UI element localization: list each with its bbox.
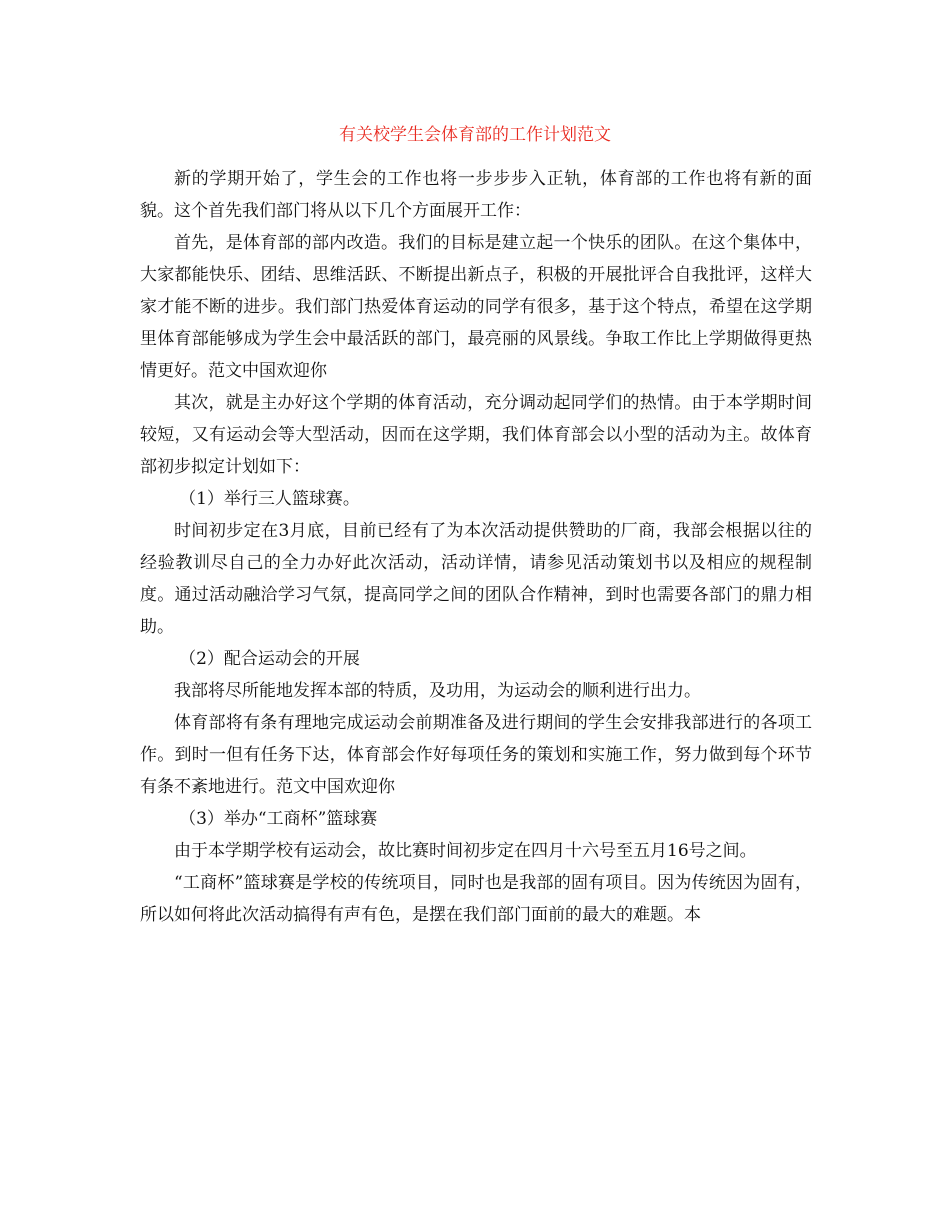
paragraph-item-2b: 体育部将有条有理地完成运动会前期准备及进行期间的学生会安排我部进行的各项工作。到时一但有任务下达，体育部会作好每项任务的策划和实施工作，努力做到每个环节有条不紊地进行。范文中国欢迎你 xyxy=(140,713,812,797)
section-heading-1: （1）举行三人篮球赛。 xyxy=(179,489,360,509)
section-heading-3: （3）举办“工商杯”篮球赛 xyxy=(179,809,378,829)
paragraph-item-3a: 由于本学期学校有运动会，故比赛时间初步定在四月十六号至五月16号之间。 xyxy=(174,841,757,861)
paragraph-first: 首先，是体育部的部内改造。我们的目标是建立起一个快乐的团队。在这个集体中，大家都能快乐、团结、思维活跃、不断提出新点子，积极的开展批评合自我批评，这样大家才能不断的进步。我们部门热爱体育运动的同学有很多，基于这个特点，希望在这学期里体育部能够成为学生会中最活跃的部门，最亮丽的风景线。争取工作比上学期做得更热情更好。范文中国欢迎你 xyxy=(140,233,812,381)
section-heading-2: （2）配合运动会的开展 xyxy=(179,649,360,669)
paragraph-intro: 新的学期开始了，学生会的工作也将一步步步入正轨，体育部的工作也将有新的面貌。这个首先我们部门将从以下几个方面展开工作： xyxy=(140,169,812,221)
paragraph-item-1: 时间初步定在3月底，目前已经有了为本次活动提供赞助的厂商，我部会根据以往的经验教训尽自己的全力办好此次活动，活动详情，请参见活动策划书以及相应的规程制度。通过活动融洽学习气氛，提高同学之间的团队合作精神，到时也需要各部门的鼎力相助。 xyxy=(140,521,812,637)
paragraph-second: 其次，就是主办好这个学期的体育活动，充分调动起同学们的热情。由于本学期时间较短，又有运动会等大型活动，因而在这学期，我们体育部会以小型的活动为主。故体育部初步拟定计划如下： xyxy=(140,393,812,477)
document-body xyxy=(140,163,812,931)
paragraph-item-2a: 我部将尽所能地发挥本部的特质，及功用，为运动会的顺利进行出力。 xyxy=(174,681,701,701)
document-title: 有关校学生会体育部的工作计划范文 xyxy=(339,125,611,145)
paragraph-item-3b: “工商杯”篮球赛是学校的传统项目，同时也是我部的固有项目。因为传统因为固有，所以如何将此次活动搞得有声有色，是摆在我们部门面前的最大的难题。本 xyxy=(140,873,812,925)
